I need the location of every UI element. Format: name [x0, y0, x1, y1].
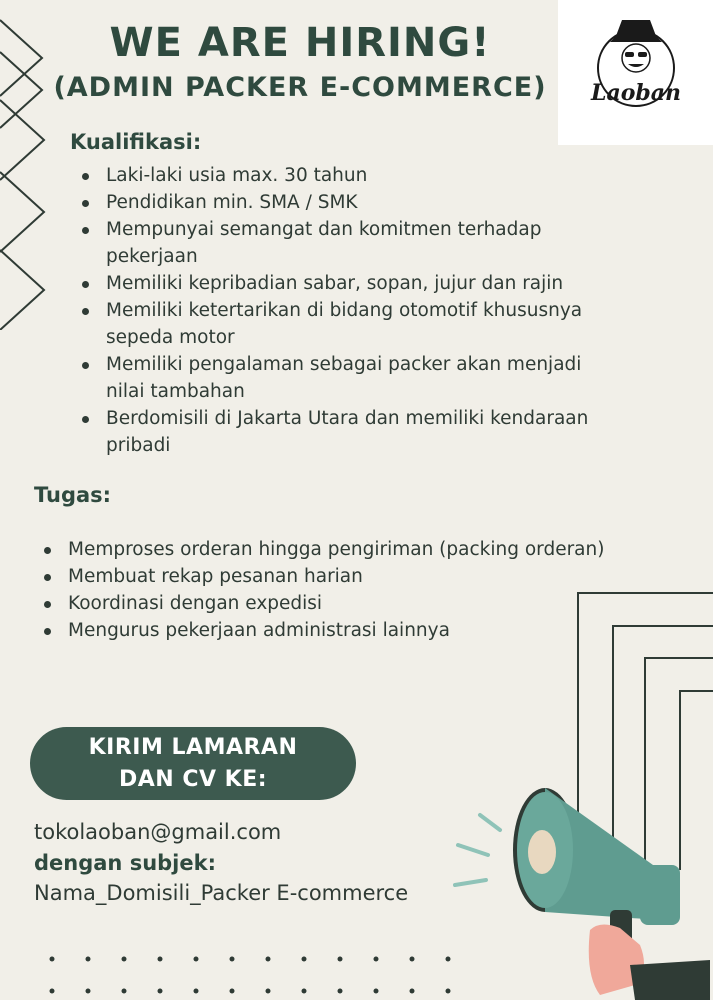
bullet-icon	[82, 227, 89, 234]
qualification-text: Mempunyai semangat dan komitmen terhadap	[106, 219, 542, 240]
qualification-item	[76, 405, 676, 459]
duties-heading: Tugas:	[34, 483, 112, 507]
bullet-icon	[82, 362, 89, 369]
qualification-text: pekerjaan	[106, 246, 198, 267]
duty-text: Mengurus pekerjaan administrasi lainnya	[68, 620, 450, 641]
duty-item	[38, 563, 678, 590]
qualification-text: Laki-laki usia max. 30 tahun	[106, 165, 368, 186]
qualifications-list	[76, 162, 676, 459]
qualification-text: nilai tambahan	[106, 381, 245, 402]
bullet-icon	[44, 574, 51, 581]
apply-banner-line2: DAN CV KE:	[118, 767, 268, 792]
duty-text: Koordinasi dengan expedisi	[68, 593, 323, 614]
qualification-item	[76, 297, 676, 351]
page-subtitle: (ADMIN PACKER E-COMMERCE)	[53, 72, 547, 103]
apply-banner-line1: KIRIM LAMARAN	[88, 735, 298, 760]
bullet-icon	[44, 601, 51, 608]
qualification-text: sepeda motor	[106, 327, 235, 348]
qualification-text: Pendidikan min. SMA / SMK	[106, 192, 358, 213]
bullet-icon	[82, 308, 89, 315]
qualification-text: pribadi	[106, 435, 171, 456]
decorative-dots	[40, 945, 480, 995]
qualification-item	[76, 351, 676, 405]
bullet-icon	[82, 173, 89, 180]
laoban-logo	[558, 0, 713, 145]
laoban-logo-icon	[558, 0, 713, 145]
duty-text: Membuat rekap pesanan harian	[68, 566, 363, 587]
qualification-item	[76, 189, 676, 216]
contact-email[interactable]: tokolaoban@gmail.com	[34, 820, 282, 844]
duty-item	[38, 536, 678, 563]
qualifications-heading: Kualifikasi:	[70, 130, 202, 154]
bullet-icon	[82, 281, 89, 288]
qualification-item	[76, 162, 676, 189]
bullet-icon	[44, 547, 51, 554]
qualification-text: Berdomisili di Jakarta Utara dan memiliki kendaraan	[106, 408, 589, 429]
subject-label: dengan subjek:	[34, 851, 216, 875]
bullet-icon	[44, 628, 51, 635]
bullet-icon	[82, 200, 89, 207]
duty-item	[38, 590, 678, 617]
qualification-text: Memiliki pengalaman sebagai packer akan menjadi	[106, 354, 582, 375]
duties-list	[38, 536, 678, 644]
bullet-icon	[82, 416, 89, 423]
qualification-text: Memiliki ketertarikan di bidang otomotif khususnya	[106, 300, 583, 321]
qualification-text: Memiliki kepribadian sabar, sopan, jujur dan rajin	[106, 273, 564, 294]
qualification-item	[76, 270, 676, 297]
apply-banner	[30, 727, 356, 800]
megaphone-icon	[450, 770, 710, 1000]
svg-text:Laoban: Laoban	[590, 80, 682, 106]
duty-item	[38, 617, 678, 644]
duty-text: Memproses orderan hingga pengiriman (packing orderan)	[68, 539, 605, 560]
page-title: WE ARE HIRING!	[109, 20, 491, 66]
subject-value: Nama_Domisili_Packer E-commerce	[34, 881, 409, 905]
qualification-item	[76, 216, 676, 270]
